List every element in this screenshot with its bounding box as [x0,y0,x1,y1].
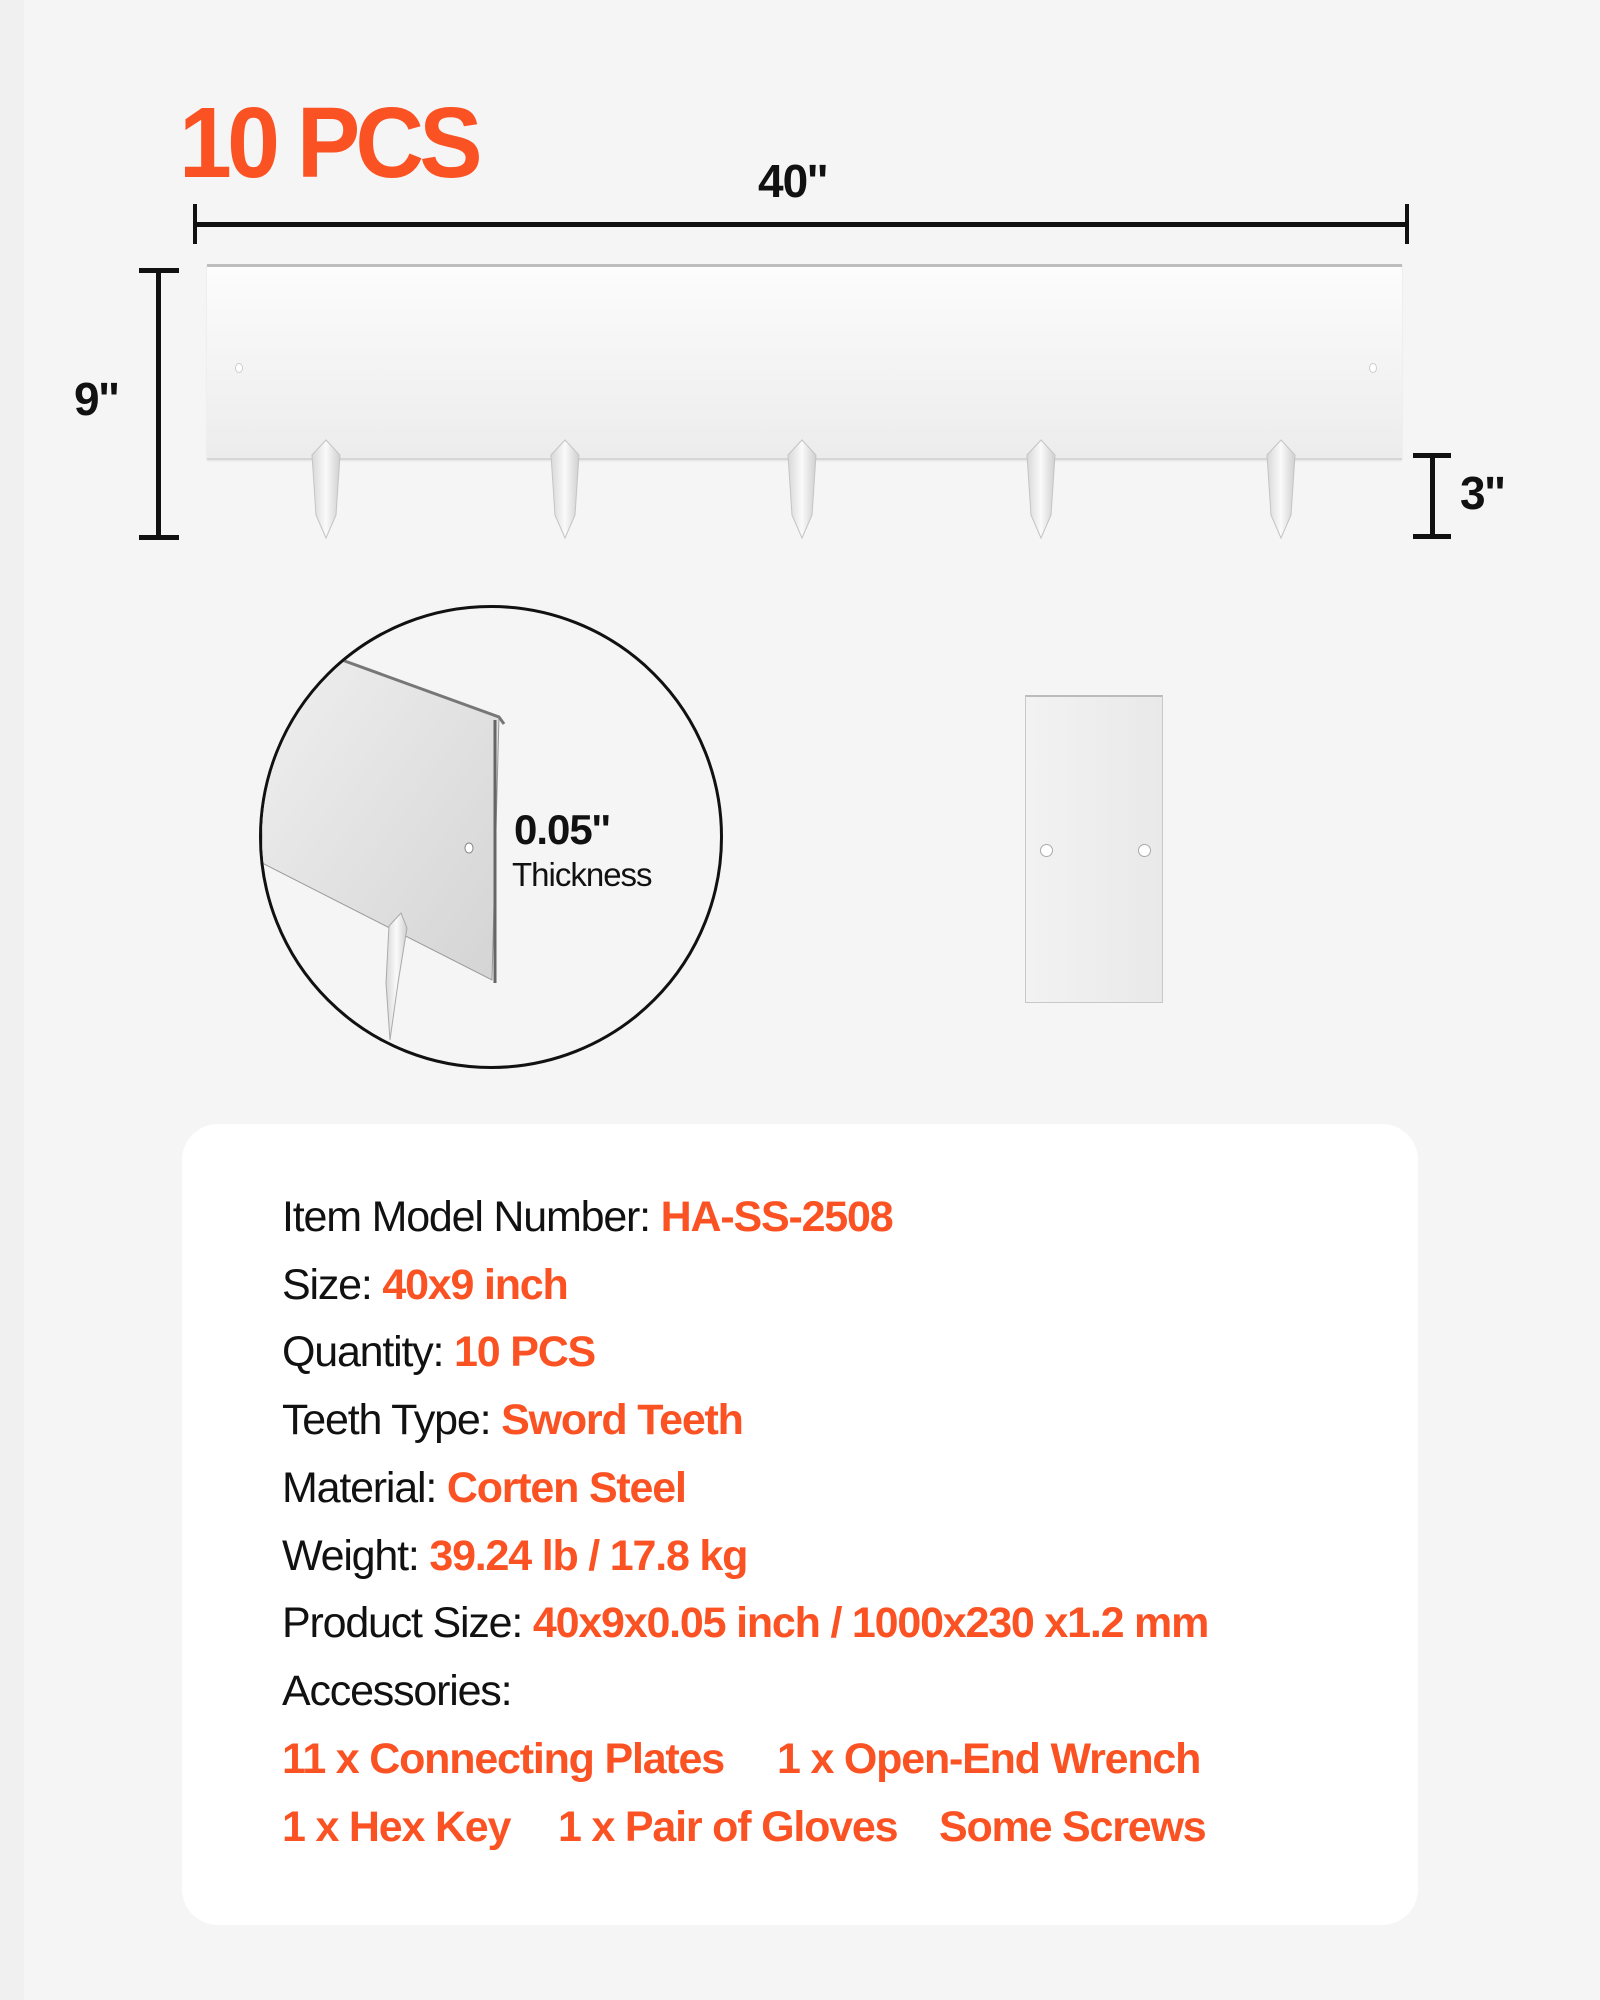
sword-teeth [0,0,1600,560]
plate-hole [1138,844,1151,857]
accessories-label: Accessories: [282,1667,512,1715]
spec-label: Material: [282,1464,437,1512]
spec-label: Quantity: [282,1328,444,1376]
spec-label: Size: [282,1261,372,1309]
spec-value: 40x9x0.05 inch / 1000x230 x1.2 mm [532,1599,1209,1647]
panel-edge-closeup [262,608,720,1066]
spec-value: 40x9 inch [382,1261,568,1309]
thickness-label: Thickness [512,856,652,893]
spec-row-teeth-type [282,1396,743,1445]
spec-row-quantity [282,1328,595,1377]
quantity-title: 10 PCS [179,87,478,199]
spec-row-product-size [282,1599,1208,1648]
spec-row-model [282,1193,892,1242]
teeth-depth-label: 3'' [1460,467,1505,519]
spec-label: Teeth Type: [282,1396,491,1444]
teeth-dimension-line [1430,454,1435,538]
teeth-tick-bottom [1413,534,1451,539]
spec-value: Corten Steel [446,1464,686,1512]
spec-row-material [282,1464,686,1513]
spec-value: Sword Teeth [501,1396,743,1444]
spec-label: Weight: [282,1532,419,1580]
tooth [1027,440,1055,538]
connecting-plate-image [1025,695,1163,1003]
tooth [551,440,579,538]
spec-label: Item Model Number: [282,1193,650,1241]
tooth [312,440,340,538]
tooth [788,440,816,538]
accessory-item: Some Screws [939,1803,1206,1851]
plate-hole [1040,844,1053,857]
spec-row-size [282,1261,568,1310]
thickness-value: 0.05'' [514,806,610,853]
spec-value: HA-SS-2508 [660,1193,893,1241]
thickness-detail-circle [259,605,723,1069]
spec-row-weight [282,1532,747,1581]
spec-label: Product Size: [282,1599,523,1647]
accessory-item: 1 x Pair of Gloves [558,1803,898,1851]
height-label: 9'' [74,373,119,425]
teeth-tick-top [1413,453,1451,458]
accessory-item: 1 x Open-End Wrench [777,1735,1201,1783]
spec-card [182,1124,1418,1925]
spec-value: 10 PCS [454,1328,596,1376]
spec-value: 39.24 lb / 17.8 kg [429,1532,748,1580]
tooth [1267,440,1295,538]
accessory-item: 1 x Hex Key [282,1803,511,1851]
length-label: 40'' [758,155,828,207]
accessory-item: 11 x Connecting Plates [282,1735,724,1783]
